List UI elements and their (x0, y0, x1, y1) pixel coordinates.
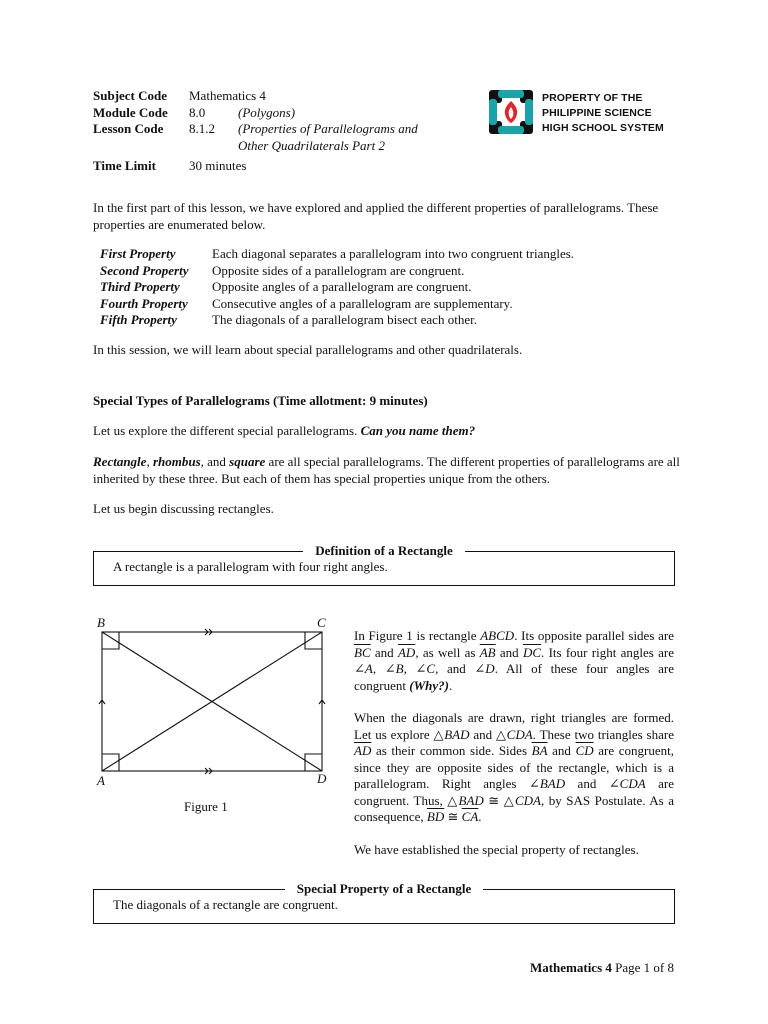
segment-ba: $\overline{BA}$ (531, 743, 548, 758)
angle-c: C (426, 661, 436, 676)
angle-d: D (485, 661, 495, 676)
label-c: C (317, 615, 326, 630)
text-run: and (370, 644, 398, 660)
term-rectangle: Rectangle (93, 454, 147, 469)
property-row (100, 263, 574, 280)
text-run: and (547, 743, 576, 758)
segment-bd: $\overline{BD}$ (426, 809, 445, 824)
header-key: Time Limit (93, 158, 156, 173)
property-text: Each diagonal separates a parallelogram into two congruent triangles. (212, 246, 575, 261)
property-text: Opposite angles of a parallelogram are congruent. (212, 279, 472, 294)
text-run: . (478, 809, 482, 824)
property-name: Third Property (100, 279, 180, 294)
text-run: and ∠ (565, 776, 620, 791)
triangle-bad: BAD (444, 726, 470, 742)
text-run: , and ∠ (435, 661, 486, 676)
definition-box-title: Definition of a Rectangle (303, 543, 465, 558)
header-row-time (93, 154, 418, 175)
header-value: Mathematics 4 (189, 88, 266, 103)
header-row-lesson (93, 121, 418, 138)
fig-paragraph-2 (354, 710, 674, 826)
header-key: Lesson Code (93, 121, 164, 136)
special-property-box-title: Special Property of a Rectangle (285, 881, 484, 896)
definition-box-title-wrap (94, 543, 674, 559)
text-run: are congruent. Thus, △ (354, 776, 674, 808)
label-a: A (97, 773, 105, 788)
text-run: and △ (469, 726, 507, 742)
segment-dc: $\overline{DC}$ (522, 644, 542, 660)
footer-subject: Mathematics 4 (529, 960, 612, 975)
label-d: D (317, 771, 327, 786)
explore-text: Let us explore the different special parallelograms. (93, 423, 361, 438)
text-run: and (495, 644, 523, 660)
term-square: square (229, 454, 266, 469)
special-property-box-text: The diagonals of a rectangle are congruent. (113, 897, 338, 912)
footer-page: Page 1 of 8 (611, 960, 674, 975)
fig-paragraph-3: We have established the special property of rectangles. (354, 841, 639, 857)
text-run: as their common side. Sides (371, 743, 532, 758)
triangle-cda: CDA (506, 726, 533, 742)
intro-paragraph: In the first part of this lesson, we have explored and applied the different properties of parallelograms. These properties are enumerated below. (93, 200, 659, 232)
header-desc: Other Quadrilaterals Part 2 (238, 137, 385, 153)
definition-box-text: A rectangle is a parallelogram with four right angles. (113, 559, 388, 574)
logo-line: PROPERTY OF THE (542, 92, 643, 104)
logo-line: HIGH SCHOOL SYSTEM (542, 122, 664, 134)
term-rhombus: rhombus (152, 454, 201, 469)
logo-text (542, 91, 664, 136)
property-name: Fifth Property (100, 312, 177, 327)
page-footer (530, 960, 674, 976)
text-run: In Figure 1 is rectangle (354, 628, 481, 643)
text-run: . (448, 677, 453, 693)
special-property-box (93, 881, 675, 924)
text-run: . All of these four angles are congruent (354, 661, 674, 693)
angle-bad: BAD (539, 776, 566, 791)
property-text: Opposite sides of a parallelogram are congruent. (212, 262, 465, 278)
text-run: ≅ (444, 809, 462, 824)
header-row-subject (93, 88, 418, 105)
figure-rectangle-abcd (88, 612, 338, 822)
text-run: , ∠ (372, 661, 396, 676)
angle-a: A (364, 661, 373, 676)
definition-box (93, 543, 675, 586)
segment-bc: $\overline{BC}$ (354, 644, 371, 660)
explore-question: Can you name them? (360, 423, 476, 438)
why-question: (Why?) (409, 677, 449, 693)
property-name: Second Property (100, 262, 189, 278)
special-rest: are all special parallelograms. The different properties of parallelograms are all inherited by these three. But each of them has special properties unique from the others. (93, 454, 680, 486)
text-run: . These two triangles share (532, 726, 674, 742)
separator: , (146, 454, 153, 469)
separator: , and (200, 454, 230, 469)
text-run: , ∠ (403, 661, 427, 676)
header-value: 8.1.2 (189, 121, 215, 136)
property-text: The diagonals of a parallelogram bisect each other. (212, 312, 477, 327)
properties-list (100, 246, 574, 329)
header-key (93, 138, 189, 155)
text-run: ≅ △ (483, 792, 515, 808)
segment-cd: $\overline{CD}$ (575, 743, 594, 758)
triangle-cda: CDA (514, 792, 541, 808)
fig-paragraph-1 (354, 628, 674, 694)
header-value: 30 minutes (189, 158, 247, 173)
text-run: , by SAS Postulate. As a consequence, (354, 792, 675, 824)
text-run: , as well as (415, 644, 480, 660)
segment-ab: $\overline{AB}$ (479, 644, 496, 660)
property-text: Consecutive angles of a parallelogram are supplementary. (212, 295, 513, 311)
angle-cda: CDA (619, 776, 646, 791)
text-run: . Its opposite parallel sides are (514, 628, 674, 643)
special-property-box-title-wrap (94, 881, 674, 897)
segment-ca: $\overline{CA}$ (461, 809, 479, 824)
figure-caption: Figure 1 (184, 799, 228, 814)
property-name: Fourth Property (100, 295, 188, 311)
angle-b: B (395, 661, 404, 676)
pshs-logo-icon (488, 89, 534, 135)
property-row (100, 312, 574, 329)
header-row-lesson-cont (93, 138, 418, 155)
header-desc: (Polygons) (238, 104, 296, 120)
header-row-module (93, 105, 418, 122)
logo-line: PHILIPPINE SCIENCE (542, 107, 652, 119)
figure-explanation (354, 628, 674, 874)
text-run: When the diagonals are drawn, right triangles are formed. Let us explore △ (354, 710, 674, 742)
header-desc: (Properties of Parallelograms and (238, 121, 418, 136)
segment-ad: $\overline{AD}$ (354, 743, 372, 758)
special-paragraph (93, 454, 683, 487)
header-key: Subject Code (93, 88, 168, 103)
header-table (93, 88, 418, 175)
header-key: Module Code (93, 104, 168, 120)
text-run: are congruent, since they are opposite sides of the rectangle, which is a parallelogram. Right angles ∠ (354, 743, 674, 791)
property-row (100, 296, 574, 313)
property-row (100, 246, 574, 263)
segment-ad: $\overline{AD}$ (397, 644, 416, 660)
property-name: First Property (100, 246, 176, 261)
math-abcd: ABCD (480, 628, 515, 643)
begin-paragraph: Let us begin discussing rectangles. (93, 501, 274, 516)
header-value: 8.0 (189, 104, 206, 120)
section-title: Special Types of Parallelograms (Time allotment: 9 minutes) (93, 393, 428, 408)
property-row (100, 279, 574, 296)
triangle-bad: BAD (458, 792, 484, 808)
explore-paragraph (93, 423, 683, 440)
text-run: . Its four right angles are ∠ (354, 644, 674, 676)
label-b: B (97, 615, 105, 630)
header-value (189, 138, 238, 155)
session-paragraph: In this session, we will learn about special parallelograms and other quadrilaterals. (93, 342, 523, 357)
